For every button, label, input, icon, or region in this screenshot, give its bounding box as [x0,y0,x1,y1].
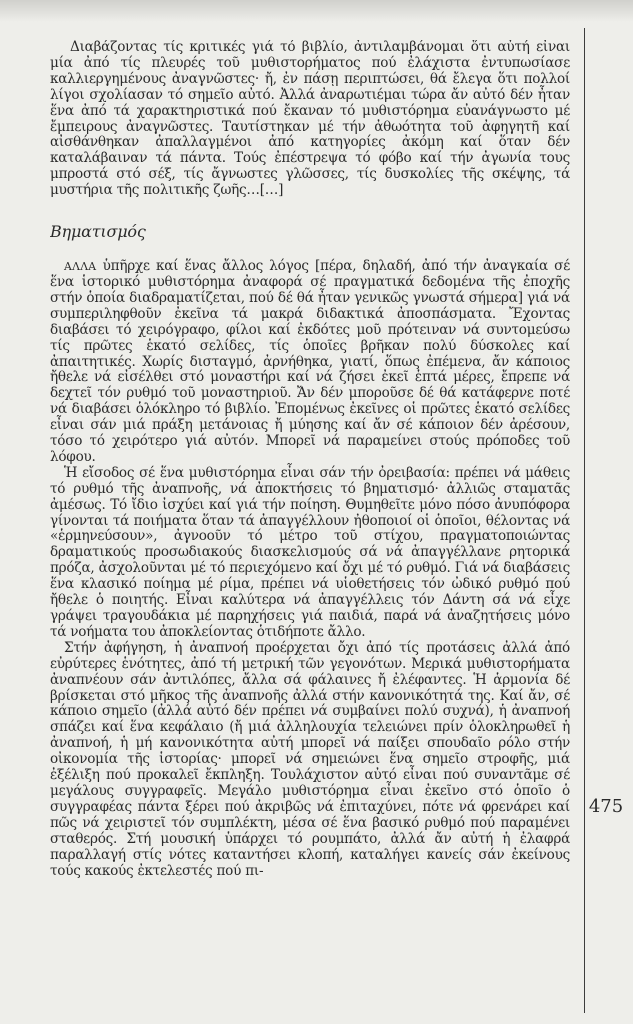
intro-paragraph: Διαβάζοντας τίς κριτικές γιά τό βιβλίο, ἀντιλαμβάνομαι ὅτι αὐτή εἶναι μία ἀπό τίς πλευρές τοῦ μυθιστορήματος πού ἐλάχιστα ἐντυπωσίασε καλλιεργημένους ἀναγνῶστες· ἤ, ἐν πάσῃ περιπτώσει, θά ἔλεγα ὅτι πολλοί λίγοι σχολίασαν τό σημεῖο αὐτό. Ἀλλά ἀναρωτιέμαι τώρα ἄν αὐτό δέν ἦταν ἕνα ἀπό τά χαρακτηριστικά πού ἔκαναν τό μυθιστόρημα εὐανάγνωστο μέ ἔμπειρους ἀναγνῶστες. Ταυτίστηκαν μέ τήν ἀθωότητα τοῦ ἀφηγητῆ καί αἰσθάνθηκαν ἀπαλλαγμένοι ἀπό κατηγορίες ἀκόμη καί ὅταν δέν καταλάβαιναν τά πάντα. Τούς ἐπέστρεψα τό φόβο καί τήν ἀγωνία τους μπροστά στό σέξ, τίς ἄγνωστες γλῶσσες, τίς δυσκολίες τῆς σκέψης, τά μυστήρια τῆς πολιτικῆς ζωῆς…[…] [50,40,570,199]
body-paragraph-1-text: ὑπῆρχε καί ἕνας ἄλλος λόγος [πέρα, δηλαδή, ἀπό τήν ἀναγκαία σέ ἕνα ἱστορικό μυθιστόρημα ἀναφορά σέ πραγματικά δεδομένα τῆς ἐποχῆς στήν ὁποία διαδραματίζεται, πού δέ θά ἦταν γενικῶς γνωστά σήμερα] γιά νά συμπεριληφθοῦν ἐκεῖνα τά μακρά διδακτικά ἀποσπάσματα. Ἔχοντας διαβάσει τό χειρόγραφο, φίλοι καί ἐκδότες μοῦ πρότειναν νά συντομεύσω τίς πρῶτες ἑκατό σελίδες, τίς ὁποῖες βρῆκαν πολύ δύσκολες καί ἀπαιτητικές. Χωρίς δισταγμό, ἀρνήθηκα, γιατί, ὅπως ἐπέμενα, ἄν κάποιος ἤθελε νά εἰσέλθει στό μοναστήρι καί νά ζήσει ἐκεῖ ἑπτά μέρες, ἔπρεπε νά δεχτεῖ τόν ρυθμό τοῦ μοναστηριοῦ. Ἄν δέν μποροῦσε δέ θά κατάφερνε ποτέ νά διαβάσει ὁλόκληρο τό βιβλίο. Ἐπομένως ἐκεῖνες οἱ πρῶτες ἑκατό σελίδες εἶναι σάν μιά πράξη μετάνοιας ἤ μύησης καί ἄν σέ κάποιον δέν ἀρέσουν, τόσο τό χειρότερο γιά αὐτόν. Μπορεῖ νά παραμείνει στούς πρόποδες τοῦ λόφου. [50,258,570,465]
margin-rule [584,28,585,1013]
body-paragraph-1 [50,259,570,466]
body-paragraph-2: Ἡ εἴσοδος σέ ἕνα μυθιστόρημα εἶναι σάν τήν ὀρειβασία: πρέπει νά μάθεις τό ρυθμό τῆς ἀναπνοῆς, νά ἀποκτήσεις τό βηματισμό· ἀλλιῶς σταματᾶς ἀμέσως. Τό ἴδιο ἰσχύει καί γιά τήν ποίηση. Θυμηθεῖτε μόνο πόσο ἀνυπόφορα γίνονται τά ποιήματα ὅταν τά ἀπαγγέλλουν ἠθοποιοί οἱ ὁποῖοι, θέλοντας νά «ἑρμηνεύσουν», ἀγνοοῦν τό μέτρο τοῦ στίχου, πραγματοποιώντας δραματικούς προσωδιακούς διασκελισμούς σά νά ἀπαγγέλλανε ρητορικά πρόζα, ἀσχολοῦνται μέ τό περιεχόμενο καί ὄχι μέ τό ρυθμό. Γιά νά διαβάσεις ἕνα κλασικό ποίημα μέ ρίμα, πρέπει νά υἱοθετήσεις τόν ὠδικό ρυθμό πού ἤθελε ὁ ποιητής. Εἶναι καλύτερα νά ἀπαγγέλλεις τόν Δάντη σά νά εἶχε γράψει τραγουδάκια μέ παρηχήσεις γιά παιδιά, παρά νά ἀναζητήσεις μόνο τά νοήματα του ἀποκλείοντας ὁτιδήποτε ἄλλο. [50,464,570,640]
lead-in-smallcaps: ΑΛΛΑ [64,260,97,274]
body-paragraph-3: Στήν ἀφήγηση, ἡ ἀναπνοή προέρχεται ὄχι ἀπό τίς προτάσεις ἀλλά ἀπό εὐρύτερες ἑνότητες, ἀπό τή μετρική τῶν γεγονότων. Μερικά μυθιστορήματα ἀναπνέουν σάν ἀντιλόπες, ἄλλα σά φάλαινες ἤ ἐλέφαντες. Ἡ ἁρμονία δέ βρίσκεται στό μῆκος τῆς ἀναπνοῆς ἀλλά στήν κανονικότητά της. Καί ἄν, σέ κάποιο σημεῖο (ἀλλά αὐτό δέν πρέπει νά συμβαίνει πολύ συχνά), ἡ ἀναπνοή σπάζει καί ἕνα κεφάλαιο (ἤ μιά ἀλληλουχία τελειώνει πρίν ὁλοκληρωθεῖ ἡ ἀναπνοή, ἡ μή κανονικότητα αὐτή μπορεῖ νά παίξει σπουδαῖο ρόλο στήν οἰκονομία τῆς ἱστορίας· μπορεῖ νά σημειώνει ἕνα σημεῖο στροφῆς, μιά ἐξέλιξη πού προκαλεῖ ἔκπληξη. Τουλάχιστον αὐτό εἶναι πού συναντᾶμε σέ μεγάλους συγγραφεῖς. Μεγάλο μυθιστόρημα εἶναι ἐκεῖνο στό ὁποῖο ὁ συγγραφέας πάντα ξέρει πού ἀκριβῶς νά ἐπιταχύνει, πότε νά φρενάρει καί πῶς νά χειριστεῖ τόν συμπλέκτη, μέσα σέ ἕνα βασικό ρυθμό πού παραμένει σταθερός. Στή μουσική ὑπάρχει τό ρουμπάτο, ἀλλά ἄν αὐτή ἡ ἐλαφρά παραλλαγή στίς νότες καταντήσει κλοπή, καταλήγει κανείς σάν ἐκείνους τούς κακούς ἐκτελεστές πού πι- [50,639,570,879]
text-column [50,40,570,1008]
page-number: 475 [588,796,624,817]
top-page-bleed [0,0,633,22]
section-heading: Βηματισμός [50,222,146,242]
